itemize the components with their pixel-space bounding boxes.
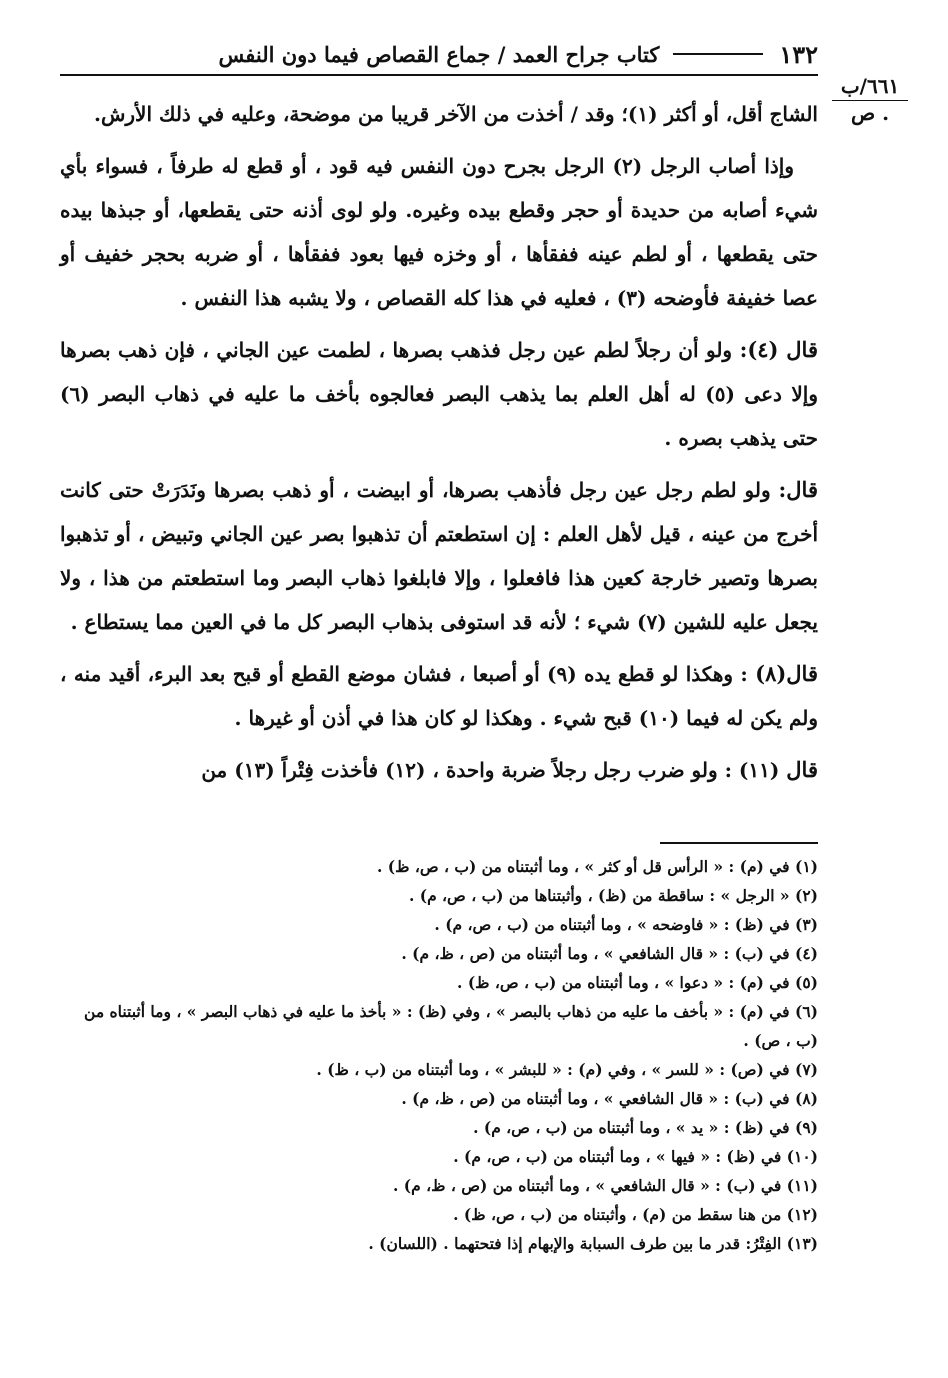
footnote: (١) في (م) : « الرأس قل أو كثر » ، وما أثبتناه من (ب ، ص، ظ) .: [376, 857, 818, 876]
running-title: كتاب جراح العمد / جماع القصاص فيما دون النفس: [218, 41, 660, 67]
footnotes: [60, 852, 818, 1258]
footnote: (٨) في (ب) : « قال الشافعي » ، وما أثبتناه من (ص ، ظ، م) .: [401, 1089, 818, 1108]
paragraph-lead: قال(٨): [755, 661, 818, 686]
footnote-separator: [660, 842, 818, 844]
paragraph: [60, 144, 818, 320]
paragraph-lead: قال: [786, 757, 818, 782]
footnote: (٢) « الرجل » : ساقطة من (ظ) ، وأثبتناها من (ب ، ص، م) .: [408, 886, 818, 905]
main-text: [60, 92, 818, 800]
paragraph: [60, 92, 818, 136]
paragraph-lead: قال:: [778, 477, 818, 502]
margin-note-manuscript: . ص: [850, 101, 890, 125]
margin-note-folio: ٦٦١/ب: [832, 74, 908, 101]
footnote: (٣) في (ظ) : « فاوضحه » ، وما أثبتناه من (ب ، ص، م) .: [434, 915, 818, 934]
paragraph: [60, 468, 818, 644]
footnote: (٤) في (ب) : « قال الشافعي » ، وما أثبتناه من (ص ، ظ، م) .: [401, 944, 818, 963]
paragraph: [60, 748, 818, 792]
manuscript-margin-note: [832, 74, 908, 125]
header-dash-rule: [673, 53, 763, 55]
paragraph-text: (١١) : ولو ضرب رجل رجلاً ضربة واحدة ، (١٢) فأخذت فِتْراً (١٣) من: [201, 758, 787, 782]
paragraph-text: ولو أن رجلاً لطم عين رجل فذهب بصرها ، لطمت عين الجاني ، فإن ذهب بصرها وإلا دعى (٥) له أهل العلم بما يذهب البصر فعالجوه بأخف ما عليه في ذهاب البصر (٦) حتى يذهب بصره .: [60, 338, 818, 450]
paragraph-lead: قال (٤):: [739, 337, 818, 362]
footnote: (٩) في (ظ) : « يد » ، وما أثبتناه من (ب ، ص، م) .: [473, 1118, 818, 1137]
paragraph: [60, 328, 818, 460]
footnote: (١١) في (ب) : « قال الشافعي » ، وما أثبتناه من (ص ، ظ، م) .: [393, 1176, 818, 1195]
footnote: (١٢) من هنا سقط من (م) ، وأثبتناه من (ب ، ص، ظ) .: [453, 1205, 818, 1224]
paragraph: [60, 652, 818, 740]
footnote: (١٠) في (ظ) : « فيها » ، وما أثبتناه من (ب ، ص، م) .: [453, 1147, 818, 1166]
page-header: [60, 34, 818, 76]
paragraph-text: الشاج أقل، أو أكثر (١)؛ وقد / أخذت من الآخر قريبا من موضحة، وعليه في ذلك الأرش.: [94, 102, 818, 126]
paragraph-text: وإذا أصاب الرجل (٢) الرجل بجرح دون النفس فيه قود ، أو قطع له طرفاً ، فسواء بأي شيء أصابه من حديدة أو حجر وقطع بيده وغيره. ولو لوى أذنه حتى يقطعها، أو جبذها بيده حتى يقطعها ، أو لطم عينه ففقأها ، أو وخزه فيها بعود ففقأها ، أو ضربه بحجر خفيف أو عصا خفيفة فأوضحه (٣) ، فعليه في هذا كله القصاص ، ولا يشبه هذا النفس .: [60, 154, 818, 310]
page-number: ١٣٢: [779, 39, 818, 69]
footnote: (١٣) الفِتْرُ: قدر ما بين طرف السبابة والإبهام إذا فتحتهما . (اللسان) .: [368, 1234, 818, 1253]
footnote: (٥) في (م) : « دعوا » ، وما أثبتناه من (ب ، ص، ظ) .: [457, 973, 818, 992]
footnote: (٧) في (ص) : « للسر » ، وفي (م) : « للبشر » ، وما أثبتناه من (ب ، ظ) .: [316, 1060, 818, 1079]
paragraph-text: ولو لطم رجل عين رجل فأذهب بصرها، أو ابيضت ، أو ذهب بصرها ونَدَرَتْ حتى كانت أخرج من عينه ، قيل لأهل العلم : إن استطعتم أن تذهبوا بصر عين الجاني وتبيض ، أو تذهبوا بصرها وتصير خارجة كعين هذا فافعلوا ، وإلا فابلغوا ذهاب البصر وما استطعتم من هذا ، ولا يجعل عليه للشين (٧) شيء ؛ لأنه قد استوفى بذهاب البصر كل ما في العين مما يستطاع .: [60, 478, 818, 634]
footnote: (٦) في (م) : « بأخف ما عليه من ذهاب بالبصر » ، وفي (ظ) : « بأخذ ما عليه في ذهاب البصر » ، وما أثبتناه من (ب ، ص) .: [84, 1002, 818, 1050]
paragraph-text: : وهكذا لو قطع يده (٩) أو أصبعا ، فشان موضع القطع أو قبح بعد البرء، أقيد منه ، ولم يكن له فيما (١٠) قبح شيء . وهكذا لو كان هذا في أذن أو غيرها .: [60, 662, 818, 730]
